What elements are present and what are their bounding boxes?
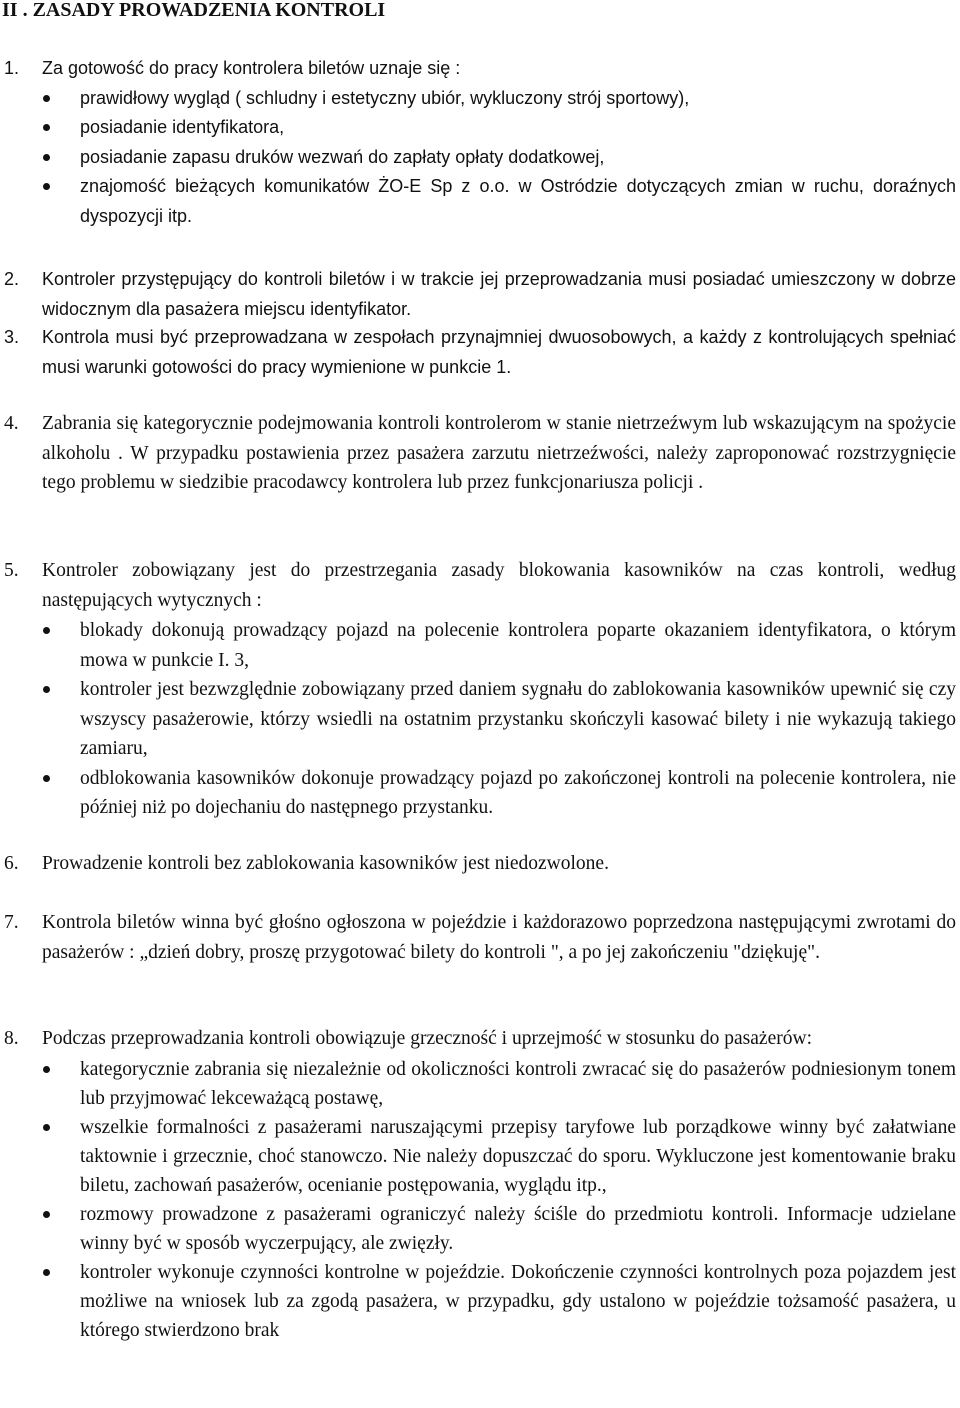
list-item: kategorycznie zabrania się niezależnie od okoliczności kontroli zwracać się do pasażerów podniesionym tonem lub przyjmować lekceważącą postawę, — [42, 1055, 956, 1113]
bullet-icon — [43, 95, 50, 102]
item-text: Kontroler przystępujący do kontroli biletów i w trakcie jej przeprowadzania musi posiadać umieszczony w dobrze widocznym dla pasażera miejscu identyfikator. — [42, 269, 956, 319]
list-item: odblokowania kasowników dokonuje prowadzący pojazd po zakończonej kontroli na polecenie kontrolera, nie później niż po dojechaniu do następnego przystanku. — [42, 764, 956, 823]
item-text: Kontrola biletów winna być głośno ogłoszona w pojeździe i każdorazowo poprzedzona następującymi zwrotami do pasażerów : „dzień dobry, proszę przygotować bilety do kontroli ", a po jej zakończeniu "dziękuję". — [42, 912, 956, 963]
bullet-icon — [43, 1124, 50, 1131]
bullet-list — [42, 84, 956, 232]
list-item: prawidłowy wygląd ( schludny i estetyczny ubiór, wykluczony strój sportowy), — [42, 84, 956, 114]
rule-item-3 — [0, 323, 956, 382]
section-heading: II . ZASADY PROWADZENIA KONTROLI — [2, 0, 386, 21]
item-body — [42, 1024, 956, 1054]
bullet-icon — [43, 124, 50, 131]
rule-item-1 — [0, 54, 956, 231]
item-number: 2. — [4, 269, 20, 289]
rule-item-5 — [0, 556, 956, 823]
rule-item-6 — [0, 849, 956, 879]
item-number: 8. — [4, 1028, 19, 1049]
item-number: 7. — [4, 912, 19, 933]
list-item: wszelkie formalności z pasażerami naruszającymi przepisy taryfowe lub porządkowe winny być załatwiane taktownie i grzecznie, choć stanowczo. Nie należy dopuszczać do sporu. Wykluczone jest komentowanie braku biletu, zachowań pasażerów, ocenianie postępowania, wyglądu itp., — [42, 1113, 956, 1200]
item-intro: Kontroler zobowiązany jest do przestrzegania zasady blokowania kasowników na czas kontroli, według następujących wytycznych : — [42, 560, 956, 611]
item-body — [42, 54, 956, 84]
item-text: Prowadzenie kontroli bez zablokowania kasowników jest niedozwolone. — [42, 853, 609, 874]
item-text: Zabrania się kategorycznie podejmowania kontroli kontrolerom w stanie nietrzeźwym lub wskazującym na spożycie alkoholu . W przypadku postawienia przez pasażera zarzutu nietrzeźwości, należy zaproponować rozstrzygnięcie tego problemu w siedzibie pracodawcy kontrolera lub przez funkcjonariusza policji . — [42, 413, 956, 493]
item-number: 5. — [4, 560, 19, 581]
item-body — [42, 323, 956, 382]
bullet-icon — [43, 627, 50, 634]
rule-item-4 — [0, 409, 956, 498]
item-number: 1. — [4, 58, 20, 78]
bullet-icon — [43, 1211, 50, 1218]
item-body — [42, 556, 956, 615]
bullet-icon — [43, 775, 50, 782]
list-item: posiadanie zapasu druków wezwań do zapłaty opłaty dodatkowej, — [42, 143, 956, 173]
item-text: Kontrola musi być przeprowadzana w zespołach przynajmniej dwuosobowych, a każdy z kontrolujących spełniać musi warunki gotowości do pracy wymienione w punkcie 1. — [42, 327, 956, 377]
item-intro: Podczas przeprowadzania kontroli obowiązuje grzeczność i uprzejmość w stosunku do pasażerów: — [42, 1028, 812, 1049]
rule-item-8 — [0, 1024, 956, 1345]
bullet-list — [42, 1055, 956, 1345]
list-item: blokady dokonują prowadzący pojazd na polecenie kontrolera poparte okazaniem identyfikatora, o którym mowa w punkcie I. 3, — [42, 616, 956, 675]
rule-item-2 — [0, 265, 956, 324]
item-body — [42, 849, 956, 879]
item-body — [42, 265, 956, 324]
bullet-icon — [43, 1066, 50, 1073]
bullet-icon — [43, 183, 50, 190]
bullet-icon — [43, 154, 50, 161]
item-body — [42, 409, 956, 498]
bullet-icon — [43, 1269, 50, 1276]
list-item: znajomość bieżących komunikatów ŻO-E Sp z o.o. w Ostródzie dotyczących zmian w ruchu, doraźnych dyspozycji itp. — [42, 172, 956, 231]
item-number: 6. — [4, 853, 19, 874]
list-item: kontroler wykonuje czynności kontrolne w pojeździe. Dokończenie czynności kontrolnych poza pojazdem jest możliwe na wniosek lub za zgodą pasażera, w przypadku, gdy ustalono w pojeździe tożsamość pasażera, u którego stwierdzono brak — [42, 1258, 956, 1345]
list-item: posiadanie identyfikatora, — [42, 113, 956, 143]
item-body — [42, 908, 956, 967]
item-number: 3. — [4, 327, 20, 347]
rule-item-7 — [0, 908, 956, 967]
bullet-list — [42, 616, 956, 823]
item-number: 4. — [4, 413, 19, 434]
list-item: rozmowy prowadzone z pasażerami ograniczyć należy ściśle do przedmiotu kontroli. Informacje udzielane winny być w sposób wyczerpujący, ale zwięzły. — [42, 1200, 956, 1258]
list-item: kontroler jest bezwzględnie zobowiązany przed daniem sygnału do zablokowania kasowników upewnić się czy wszyscy pasażerowie, którzy wsiedli na ostatnim przystanku skończyli kasować bilety i nie wykazują takiego zamiaru, — [42, 675, 956, 764]
item-intro: Za gotowość do pracy kontrolera biletów uznaje się : — [42, 58, 461, 78]
bullet-icon — [43, 686, 50, 693]
